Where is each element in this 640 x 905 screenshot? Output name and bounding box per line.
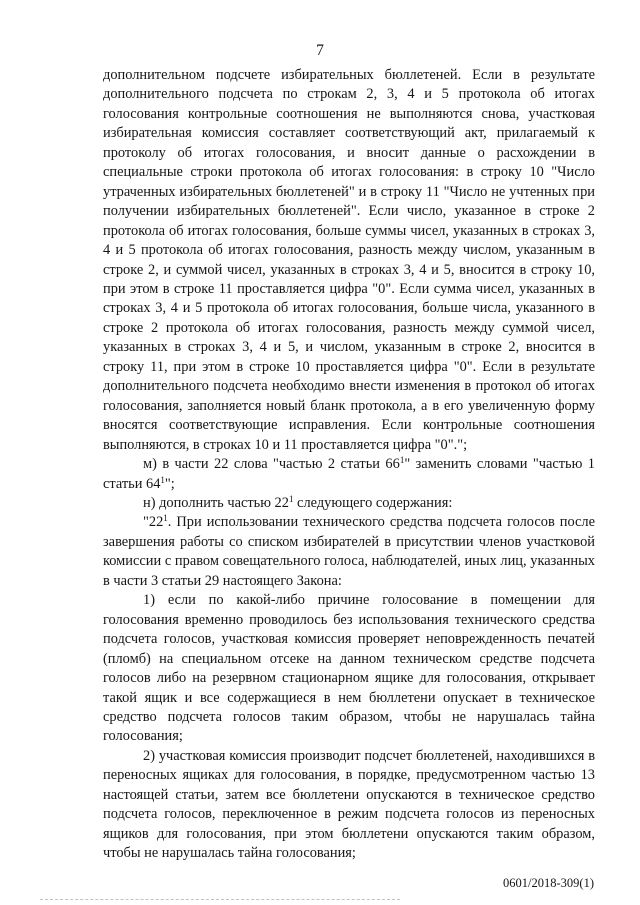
- paragraph: [103, 591, 595, 747]
- document-body: [103, 66, 595, 864]
- superscript: 1: [163, 513, 168, 524]
- paragraph-text: 2) участковая комиссия производит подсчет бюллетеней, находившихся в переносных ящиках для голосования, в порядке, предусмотренном частью 13 настоящей статьи, затем все бюллетени опускаются в техническое средство подсчета голосов, переключенное в режим подсчета голосов из переносных ящиков для голосования, при этом бюллетени опускаются таким образом, чтобы не нарушалась тайна голосования;: [103, 747, 595, 862]
- paragraph-text: н) дополнить частью 22: [143, 494, 289, 511]
- paragraph: [103, 747, 595, 864]
- paragraph-text: " заменить словами "частью 1 статьи 64: [103, 456, 595, 492]
- page-number: 7: [316, 42, 324, 59]
- superscript: 1: [160, 474, 165, 485]
- paragraph-text: следующего содержания:: [293, 494, 453, 511]
- paragraph-text: "22: [143, 514, 164, 531]
- page-edge-rule: [40, 899, 400, 900]
- paragraph-text: . При использовании технического средства подсчета голосов после завершения работы со списком избирателей в присутствии членов участковой комиссии с правом совещательного голоса, наблюдателей, иных лиц, указанных в части 3 статьи 29 настоящего Закона:: [103, 514, 595, 589]
- paragraph: [103, 494, 595, 513]
- superscript: 1: [288, 493, 294, 504]
- paragraph: [103, 513, 595, 591]
- paragraph-text: м) в части 22 слова "частью 2 статьи 66: [143, 456, 400, 473]
- paragraph-text: дополнительном подсчете избирательных бюллетеней. Если в результате дополнительного подсчета по строкам 2, 3, 4 и 5 протокола об итогах голосования контрольные соотношения не выполняются снова, участковая избирательная комиссия составляет соответствующий акт, прилагаемый к протоколу об итогах голосования, и вносит данные о расхождении в специальные строки протокола об итогах голосования: в строку 10 "Число утраченных избирательных бюллетеней" и в строку 11 "Число не учтенных при получении избирательных бюллетеней". Если число, указанное в строке 2 протокола об итогах голосования, больше суммы чисел, указанных в строках 3, 4 и 5 протокола об итогах голосования, разность между числом, указанным в строке 2, и суммой чисел, указанных в строках 3, 4 и 5, вносится в строку 10, при этом в строке 11 проставляется цифра "0". Если сумма чисел, указанных в строках 3, 4 и 5 протокола об итогах голосования, больше числа, указанного в строке 2 протокола об итогах голосования, разность между суммой чисел, указанных в строках 3, 4 и 5, и числом, указанным в строке 2, вносится в строку 11, при этом в строке 10 проставляется цифра "0". Если в результате дополнительного подсчета необходимо внести изменения в протокол об итогах голосования, заполняется новый бланк протокола, а в его увеличенную форму вносятся соответствующие исправления. Если контрольные соотношения выполняются, в строках 10 и 11 проставляется цифра "0".";: [103, 67, 595, 453]
- paragraph: [103, 455, 595, 494]
- paragraph: [103, 66, 595, 455]
- document-code: 0601/2018-309(1): [503, 876, 594, 890]
- paragraph-text: 1) если по какой-либо причине голосование в помещении для голосования временно проводилось без использования технического средства подсчета голосов, участковая комиссия проверяет неповрежденность печатей (пломб) на специальном отсеке на данном техническом средстве подсчета голосов либо на резервном стационарном ящике для голосования, открывает такой ящик и все содержащиеся в нем бюллетени опускает в техническое средство подсчета голосов таким образом, чтобы не нарушалась тайна голосования;: [103, 592, 595, 745]
- superscript: 1: [399, 455, 405, 466]
- paragraph-text: ";: [164, 475, 175, 492]
